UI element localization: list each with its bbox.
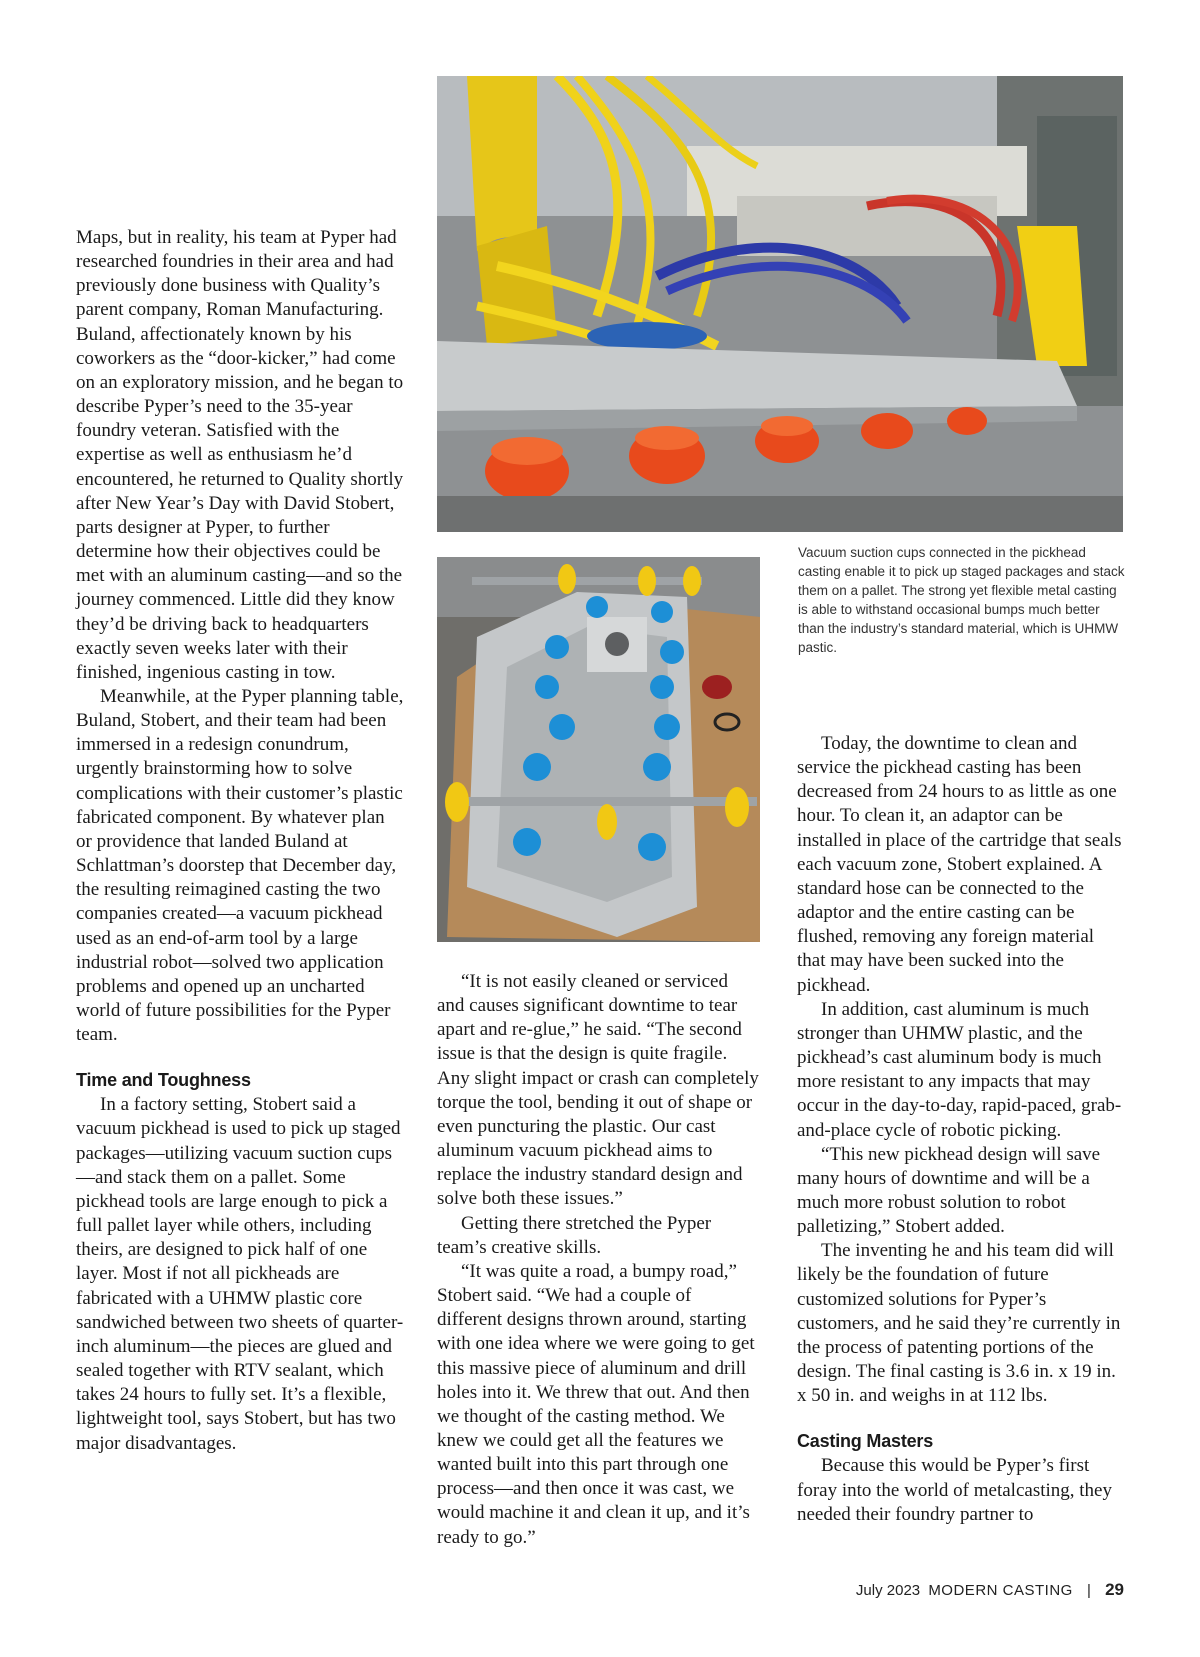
paragraph: Meanwhile, at the Pyper planning table, Buland, Stobert, and their team had been immersed in a redesign conundrum, urgently brainstorming how to solve complications with their customer’s plastic fabricated component. By whatever plan or providence that landed Buland at Schlattman’s doorstep that December day, the resulting reimagined casting the two companies created—a vacuum pickhead used as an end-of-arm tool by a large industrial robot—solved two application problems and opened up an uncharted world of future possibilities for the Pyper team.	[76, 685, 404, 1046]
paragraph: In a factory setting, Stobert said a vacuum pickhead is used to pick up staged packages—utilizing vacuum suction cups—and stack them on a pallet. Some pickhead tools are large enough to pick a full pallet layer while others, including theirs, are designed to pick half of one layer. Most if not all pickheads are fabricated with a UHMW plastic core sandwiched between two sheets of quarter-inch aluminum—the pieces are glued and sealed together with RTV sealant, which takes 24 hours to fully set. It’s a flexible, lightweight tool, says Stobert, but has two major disadvantages.	[76, 1094, 404, 1454]
photo-caption: Vacuum suction cups connected in the pickhead casting enable it to pick up staged packages and stack them on a pallet. The strong yet flexible metal casting is able to withstand occasional bumps much better than the industry’s standard material, which is UHMW pastic.	[798, 545, 1125, 655]
section-heading: Time and Toughness	[76, 1070, 251, 1091]
paragraph: Getting there stretched the Pyper team’s creative skills.	[437, 1212, 712, 1258]
article-column-3	[797, 732, 1127, 1527]
article-column-2	[437, 970, 759, 1550]
paragraph: “It was quite a road, a bumpy road,” Stobert said. “We had a couple of different designs thrown around, starting with one idea where we were going to get this massive piece of aluminum and drill holes into it. We threw that out. And then we thought of the casting method. We knew we could get all the features we wanted built into this part through one process—and then once it was cast, we would machine it and clean it up, and it’s ready to go.”	[437, 1260, 755, 1548]
paragraph: The inventing he and his team did will likely be the foundation of future customized solutions for Pyper’s customers, and he said they’re currently in the process of patenting portions of the design. The final casting is 3.6 in. x 19 in. x 50 in. and weighs in at 112 lbs.	[797, 1240, 1121, 1407]
page-number: 29	[1105, 1580, 1124, 1599]
pickhead-suction-cups-photo	[437, 76, 1123, 532]
section-heading: Casting Masters	[797, 1431, 934, 1452]
paragraph: Maps, but in reality, his team at Pyper had researched foundries in their area and had previously done business with Quality’s parent company, Roman Manufacturing. Buland, affectionately known by his coworkers as the “door-kicker,” had come on an exploratory mission, and he began to describe Pyper’s need to the 35-year foundry veteran. Satisfied with the expertise as well as enthusiasm he’d encountered, he returned to Quality shortly after New Year’s Day with David Stobert, parts designer at Pyper, to further determine how their objectives could be met with an aluminum casting—and so the journey commenced. Little did they know they’d be driving back to headquarters exactly seven weeks later with their finished, ingenious casting in tow.	[76, 227, 404, 683]
paragraph: “This new pickhead design will save many hours of downtime and will be a much more robust solution to robot palletizing,” Stobert added.	[797, 1143, 1101, 1238]
footer-separator: |	[1087, 1582, 1091, 1599]
article-column-1	[76, 226, 404, 1456]
paragraph: Today, the downtime to clean and service the pickhead casting has been decreased from 24 hours to as little as one hour. To clean it, an adaptor can be installed in place of the cartridge that seals each vacuum zone, Stobert explained. A standard hose can be connected to the adaptor and the entire casting can be flushed, removing any foreign material that may have been sucked into the pickhead.	[797, 733, 1122, 996]
paragraph: Because this would be Pyper’s first foray into the world of metalcasting, they needed their foundry partner to	[797, 1455, 1112, 1525]
page-footer	[856, 1580, 1124, 1600]
paragraph: In addition, cast aluminum is much stronger than UHMW plastic, and the pickhead’s cast aluminum body is much more resistant to any impacts that may occur in the day-to-day, rapid-paced, grab-and-place cycle of robotic picking.	[797, 998, 1122, 1141]
paragraph: “It is not easily cleaned or serviced and causes significant downtime to tear apart and re-glue,” he said. “The second issue is that the design is quite fragile. Any slight impact or crash can completely torque the tool, bending it out of shape or even puncturing the plastic. Our cast aluminum vacuum pickhead aims to replace the industry standard design and solve both these issues.”	[437, 971, 759, 1210]
magazine-name: MODERN CASTING	[928, 1582, 1073, 1599]
issue-date: July 2023	[855, 1582, 921, 1599]
pickhead-casting-photo	[437, 557, 760, 942]
